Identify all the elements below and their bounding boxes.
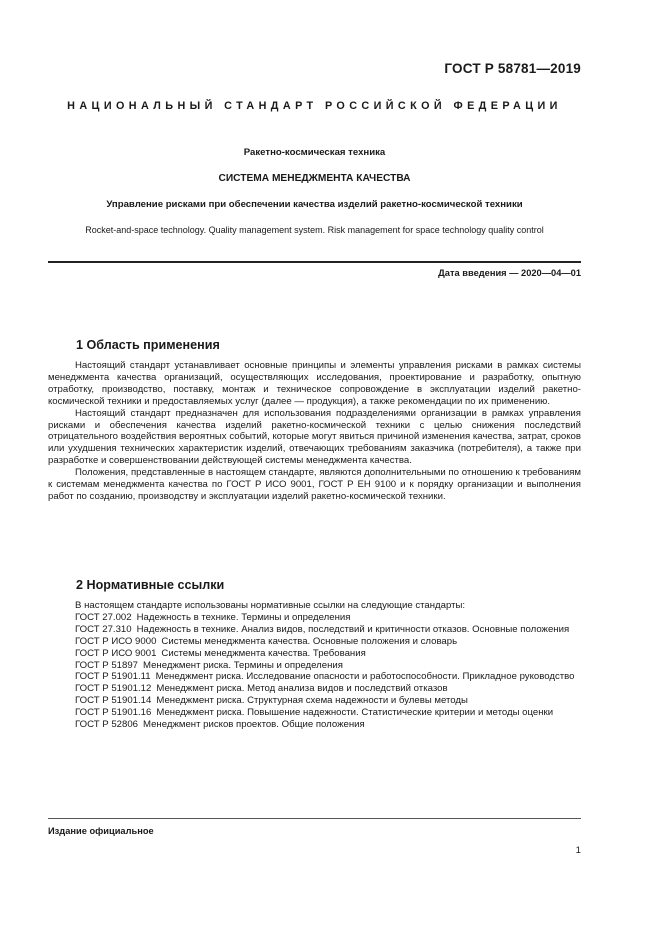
- reference-code: ГОСТ Р 51901.16: [75, 707, 152, 719]
- reference-title: Надежность в технике. Термины и определения: [136, 611, 351, 623]
- reference-title: Надежность в технике. Анализ видов, последствий и критичности отказов. Основные положения: [136, 623, 570, 635]
- section-heading: 2 Нормативные ссылки: [76, 578, 225, 592]
- introduction-date: Дата введения — 2020—04—01: [438, 268, 581, 278]
- reference-title: Менеджмент риска. Структурная схема надежности и булевы методы: [156, 695, 468, 707]
- national-standard-title: НАЦИОНАЛЬНЫЙ СТАНДАРТ РОССИЙСКОЙ ФЕДЕРАЦИИ: [67, 100, 562, 112]
- reference-title: Менеджмент риска. Исследование опасности и работоспособности. Прикладное руководство: [155, 671, 575, 683]
- section-scope: [48, 338, 581, 503]
- document-system-title: СИСТЕМА МЕНЕДЖМЕНТА КАЧЕСТВА: [218, 173, 411, 184]
- reference-item: [48, 612, 581, 624]
- reference-title: Менеджмент рисков проектов. Общие положения: [143, 719, 365, 731]
- reference-item: [48, 683, 581, 695]
- paragraph: Настоящий стандарт устанавливает основные принципы и элементы управления рисками в рамках системы менеджмента качества организаций, осуществляющих исследования, проектирование и разработку, опытную отработку, производство, поставку, монтаж и техническое сопровождение в эксплуатации изделий ракетно-космической техники и предоставляемых услуг (далее — продукция), а также рекомендации по их применению.: [48, 360, 581, 407]
- paragraph: Настоящий стандарт предназначен для использования подразделениями организации в рамках управления рисками и обеспечения качества изделий ракетно-космической техники с целью снижения последствий отрицательного воздействия вероятных событий, которые могут явиться причиной изменения качества, затрат, сроков или ухудшения технических характеристик изделий, отвечающих требованиям заказчика (потребителя), а также при разработке и совершенствовании действующей системы менеджмента качества.: [48, 407, 581, 467]
- reference-item: [48, 671, 581, 683]
- reference-title: Менеджмент риска. Термины и определения: [143, 659, 343, 671]
- reference-code: ГОСТ 27.002: [75, 611, 132, 623]
- reference-title: Системы менеджмента качества. Требования: [161, 647, 366, 659]
- reference-code: ГОСТ Р ИСО 9001: [75, 647, 157, 659]
- reference-item: [48, 707, 581, 719]
- title-divider: [48, 261, 581, 263]
- reference-item: [48, 695, 581, 707]
- reference-code: ГОСТ 27.310: [75, 623, 132, 635]
- reference-code: ГОСТ Р 51897: [75, 659, 138, 671]
- page-number: 1: [575, 845, 581, 856]
- reference-code: ГОСТ Р 51901.11: [75, 671, 151, 683]
- standard-code: ГОСТ Р 58781—2019: [444, 61, 581, 76]
- reference-code: ГОСТ Р 51901.14: [75, 695, 152, 707]
- document-subject: Ракетно-космическая техника: [243, 147, 386, 158]
- reference-title: Менеджмент риска. Повышение надежности. Статистические критерии и методы оценки: [156, 707, 554, 719]
- reference-title: Менеджмент риска. Метод анализа видов и последствий отказов: [156, 683, 448, 695]
- reference-item: [48, 636, 581, 648]
- reference-item: [48, 660, 581, 672]
- reference-item: [48, 719, 581, 731]
- reference-code: ГОСТ Р 51901.12: [75, 683, 152, 695]
- references-intro: В настоящем стандарте использованы нормативные ссылки на следующие стандарты:: [75, 600, 466, 611]
- footer-divider: [48, 818, 581, 819]
- document-subtitle: Управление рисками при обеспечении качества изделий ракетно-космической техники: [106, 199, 523, 210]
- paragraph: Положения, представленные в настоящем стандарте, являются дополнительными по отношению к требованиям к системам менеджмента качества по ГОСТ Р ИСО 9001, ГОСТ Р ЕН 9100 и к порядку организации и выполнения работ по созданию, производству и эксплуатации изделий ракетно-космической техники.: [48, 467, 581, 502]
- reference-title: Системы менеджмента качества. Основные положения и словарь: [161, 635, 458, 647]
- reference-item: [48, 624, 581, 636]
- reference-item: [48, 648, 581, 660]
- section-heading: 1 Область применения: [76, 338, 220, 352]
- reference-code: ГОСТ Р ИСО 9000: [75, 635, 157, 647]
- official-edition-note: Издание официальное: [48, 826, 154, 836]
- english-title: Rocket-and-space technology. Quality management system. Risk management for space technology quality control: [85, 225, 544, 235]
- reference-code: ГОСТ Р 52806: [75, 719, 138, 731]
- section-normative-references: [48, 578, 581, 731]
